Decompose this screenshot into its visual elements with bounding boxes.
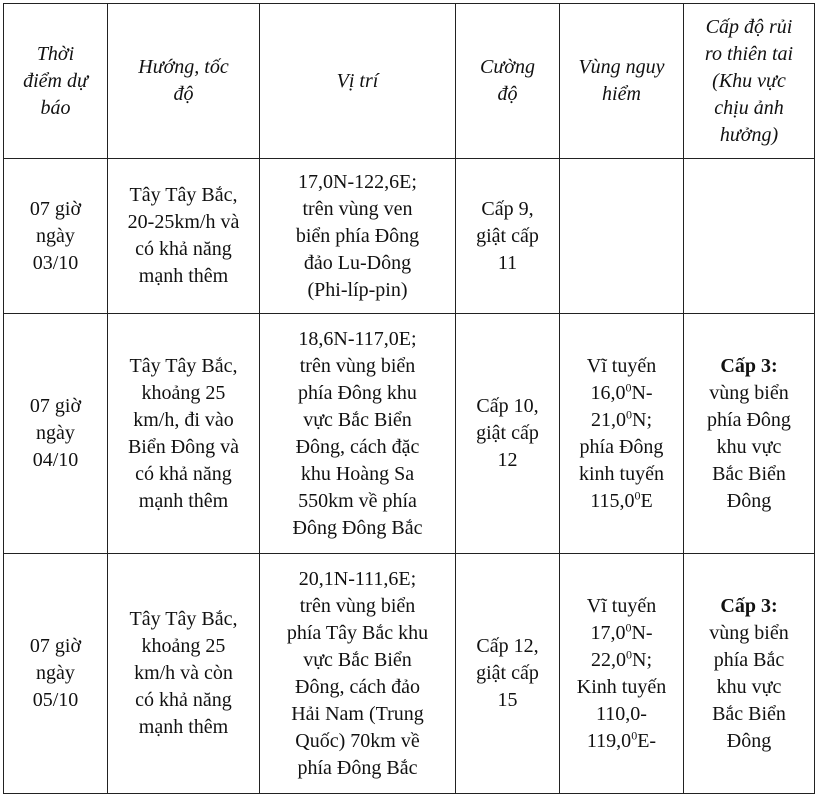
cell-direction-line: khoảng 25 [141, 635, 226, 657]
cell-direction-line: km/h, đi vào [133, 408, 234, 431]
cell-position [260, 159, 456, 314]
cell-direction-line: mạnh thêm [138, 489, 229, 512]
risk-area-line: vùng biển [709, 621, 789, 644]
risk-area-line: Đông [726, 489, 772, 512]
danger-text: 21,0 [591, 408, 626, 431]
forecast-table [3, 3, 815, 794]
risk-area-line: vùng biển [709, 381, 789, 404]
cell-time-line: 05/10 [32, 689, 79, 711]
degree-sup: 0 [625, 619, 632, 634]
cell-time-line: 07 giờ [29, 395, 82, 417]
cell-position-line: 20,1N-111,6E; [298, 567, 417, 590]
cell-intensity-line: 11 [497, 251, 518, 274]
cell-intensity-line: 15 [497, 689, 518, 711]
cell-intensity [456, 159, 560, 314]
cell-position-line: Đông, cách đặc [295, 435, 420, 458]
cell-position-line: trên vùng biển [299, 594, 416, 617]
cell-danger-line [564, 353, 679, 380]
cell-danger-line [564, 380, 679, 407]
cell-direction [108, 554, 260, 794]
cell-danger-line [564, 674, 679, 701]
table-body [4, 159, 815, 794]
danger-suffix: N; [632, 408, 652, 431]
danger-text: 16,0 [590, 381, 626, 404]
degree-sup: 0 [625, 379, 632, 394]
cell-danger [560, 314, 684, 554]
cell-position-line: Đông Đông Bắc [292, 516, 423, 539]
danger-suffix: N- [631, 621, 653, 644]
cell-direction-line: mạnh thêm [138, 716, 229, 738]
danger-text: Kinh tuyến [576, 675, 667, 698]
cell-direction-line: Biển Đông và [127, 435, 240, 458]
header-line: ro thiên tai [704, 42, 794, 65]
danger-suffix: N; [632, 648, 652, 671]
cell-position [260, 554, 456, 794]
header-danger [560, 4, 684, 159]
cell-danger-line [564, 488, 679, 515]
table-row [4, 314, 815, 554]
danger-text: kinh tuyến [579, 462, 664, 485]
cell-intensity-line: giật cấp [476, 224, 539, 247]
cell-position-line: đảo Lu-Dông [303, 251, 412, 274]
risk-area-line: phía Bắc [713, 648, 785, 671]
danger-text: Vĩ tuyến [586, 354, 657, 377]
cell-intensity [456, 554, 560, 794]
cell-danger-line [564, 593, 679, 620]
cell-position-line: vực Bắc Biển [303, 408, 412, 431]
cell-position-line: 550km về phía [298, 489, 417, 512]
header-line: hiểm [602, 83, 641, 105]
cell-position-line: phía Đông Bắc [297, 756, 418, 779]
header-line: độ [173, 83, 194, 105]
header-time [4, 4, 108, 159]
cell-intensity-line: Cấp 9, [481, 197, 534, 220]
header-line: độ [497, 83, 518, 105]
danger-text: phía Đông [579, 435, 664, 458]
risk-area-line: Bắc Biển [712, 462, 786, 485]
cell-position-line: trên vùng biển [299, 354, 416, 377]
cell-position-line: biển phía Đông [295, 224, 420, 247]
danger-text: 115,0 [590, 489, 635, 512]
table-row [4, 554, 815, 794]
cell-danger-line [564, 407, 679, 434]
cell-danger-line [564, 647, 679, 674]
cell-danger [560, 554, 684, 794]
cell-direction-line: Tây Tây Bắc, [129, 608, 238, 630]
header-line: Vị trí [336, 69, 379, 92]
cell-danger [560, 159, 684, 314]
cell-time-line: 07 giờ [29, 635, 82, 657]
header-line: hưởng) [719, 123, 779, 146]
danger-suffix: E- [637, 729, 657, 752]
header-line: điểm dự [23, 69, 88, 92]
risk-area-line: khu vực [716, 435, 782, 458]
cell-direction [108, 314, 260, 554]
degree-sup: 0 [631, 727, 638, 742]
degree-sup: 0 [626, 406, 632, 421]
cell-direction-line: có khả năng [135, 462, 232, 485]
danger-text: 110,0- [596, 702, 647, 725]
cell-position-line: trên vùng ven [302, 197, 413, 220]
cell-danger-line [564, 728, 679, 755]
header-risk [684, 4, 815, 159]
cell-intensity-line: giật cấp [476, 662, 539, 684]
cell-direction-line: km/h và còn [134, 662, 233, 684]
header-line: Cấp độ rủi [705, 15, 793, 38]
degree-sup: 0 [634, 487, 641, 502]
header-direction [108, 4, 260, 159]
cell-risk [684, 554, 815, 794]
cell-intensity-line: Cấp 12, [476, 635, 539, 657]
danger-text: 22,0 [591, 648, 626, 671]
cell-time-line: 07 giờ [29, 197, 82, 220]
cell-risk [684, 159, 815, 314]
cell-direction [108, 159, 260, 314]
cell-position-line: 17,0N-122,6E; [298, 170, 417, 193]
cell-direction-line: Tây Tây Bắc, [129, 354, 238, 377]
danger-text: 119,0 [586, 729, 632, 752]
cell-intensity-line: Cấp 10, [476, 395, 539, 417]
cell-position-line: Quốc) 70km về [295, 729, 420, 752]
cell-time [4, 314, 108, 554]
risk-level: Cấp 3: [720, 594, 778, 617]
cell-position-line: (Phi-líp-pin) [307, 278, 408, 301]
header-line: (Khu vực [712, 69, 786, 92]
degree-sup: 0 [626, 646, 632, 661]
header-line: Cường [480, 56, 535, 78]
header-intensity [456, 4, 560, 159]
cell-danger-line [564, 701, 679, 728]
risk-area-line: phía Đông [707, 408, 791, 431]
cell-intensity-line: 12 [497, 449, 518, 471]
cell-time-line: ngày [36, 422, 75, 444]
header-line: Hướng, tốc [138, 56, 229, 78]
cell-time-line: ngày [36, 224, 75, 247]
header-position [260, 4, 456, 159]
cell-danger-line [564, 461, 679, 488]
cell-position-line: phía Đông khu [298, 381, 417, 404]
cell-direction-line: có khả năng [135, 238, 232, 260]
header-line: Vùng nguy [578, 56, 665, 78]
header-line: chịu ảnh [714, 96, 784, 119]
cell-position-line: Hải Nam (Trung [291, 702, 424, 725]
cell-position-line: vực Bắc Biển [303, 648, 412, 671]
cell-position-line: Đông, cách đảo [295, 675, 420, 698]
danger-suffix: N- [631, 381, 653, 404]
header-line: Thời [36, 42, 75, 65]
cell-intensity-line: giật cấp [476, 422, 539, 444]
risk-area-line: Bắc Biển [712, 702, 786, 725]
cell-time [4, 159, 108, 314]
cell-danger-line [564, 620, 679, 647]
table-row [4, 159, 815, 314]
cell-direction-line: 20-25km/h và [127, 211, 240, 233]
risk-level: Cấp 3: [720, 354, 778, 377]
risk-area-line: Đông [726, 729, 772, 752]
danger-text: 17,0 [590, 621, 626, 644]
cell-position-line: khu Hoàng Sa [300, 462, 415, 485]
risk-area-line: khu vực [716, 675, 782, 698]
cell-direction-line: có khả năng [135, 689, 232, 711]
cell-time [4, 554, 108, 794]
cell-time-line: 04/10 [32, 449, 79, 471]
cell-position-line: phía Tây Bắc khu [286, 621, 429, 644]
cell-direction-line: mạnh thêm [138, 265, 229, 287]
cell-risk [684, 314, 815, 554]
cell-position [260, 314, 456, 554]
cell-intensity [456, 314, 560, 554]
cell-time-line: 03/10 [32, 251, 79, 274]
cell-danger-line [564, 434, 679, 461]
header-row [4, 4, 815, 159]
cell-position-line: 18,6N-117,0E; [298, 327, 417, 350]
danger-text: Vĩ tuyến [586, 594, 657, 617]
cell-direction-line: Tây Tây Bắc, [129, 184, 238, 206]
cell-time-line: ngày [36, 662, 75, 684]
header-line: báo [40, 96, 71, 119]
danger-suffix: E [640, 489, 653, 512]
cell-direction-line: khoảng 25 [141, 381, 226, 404]
